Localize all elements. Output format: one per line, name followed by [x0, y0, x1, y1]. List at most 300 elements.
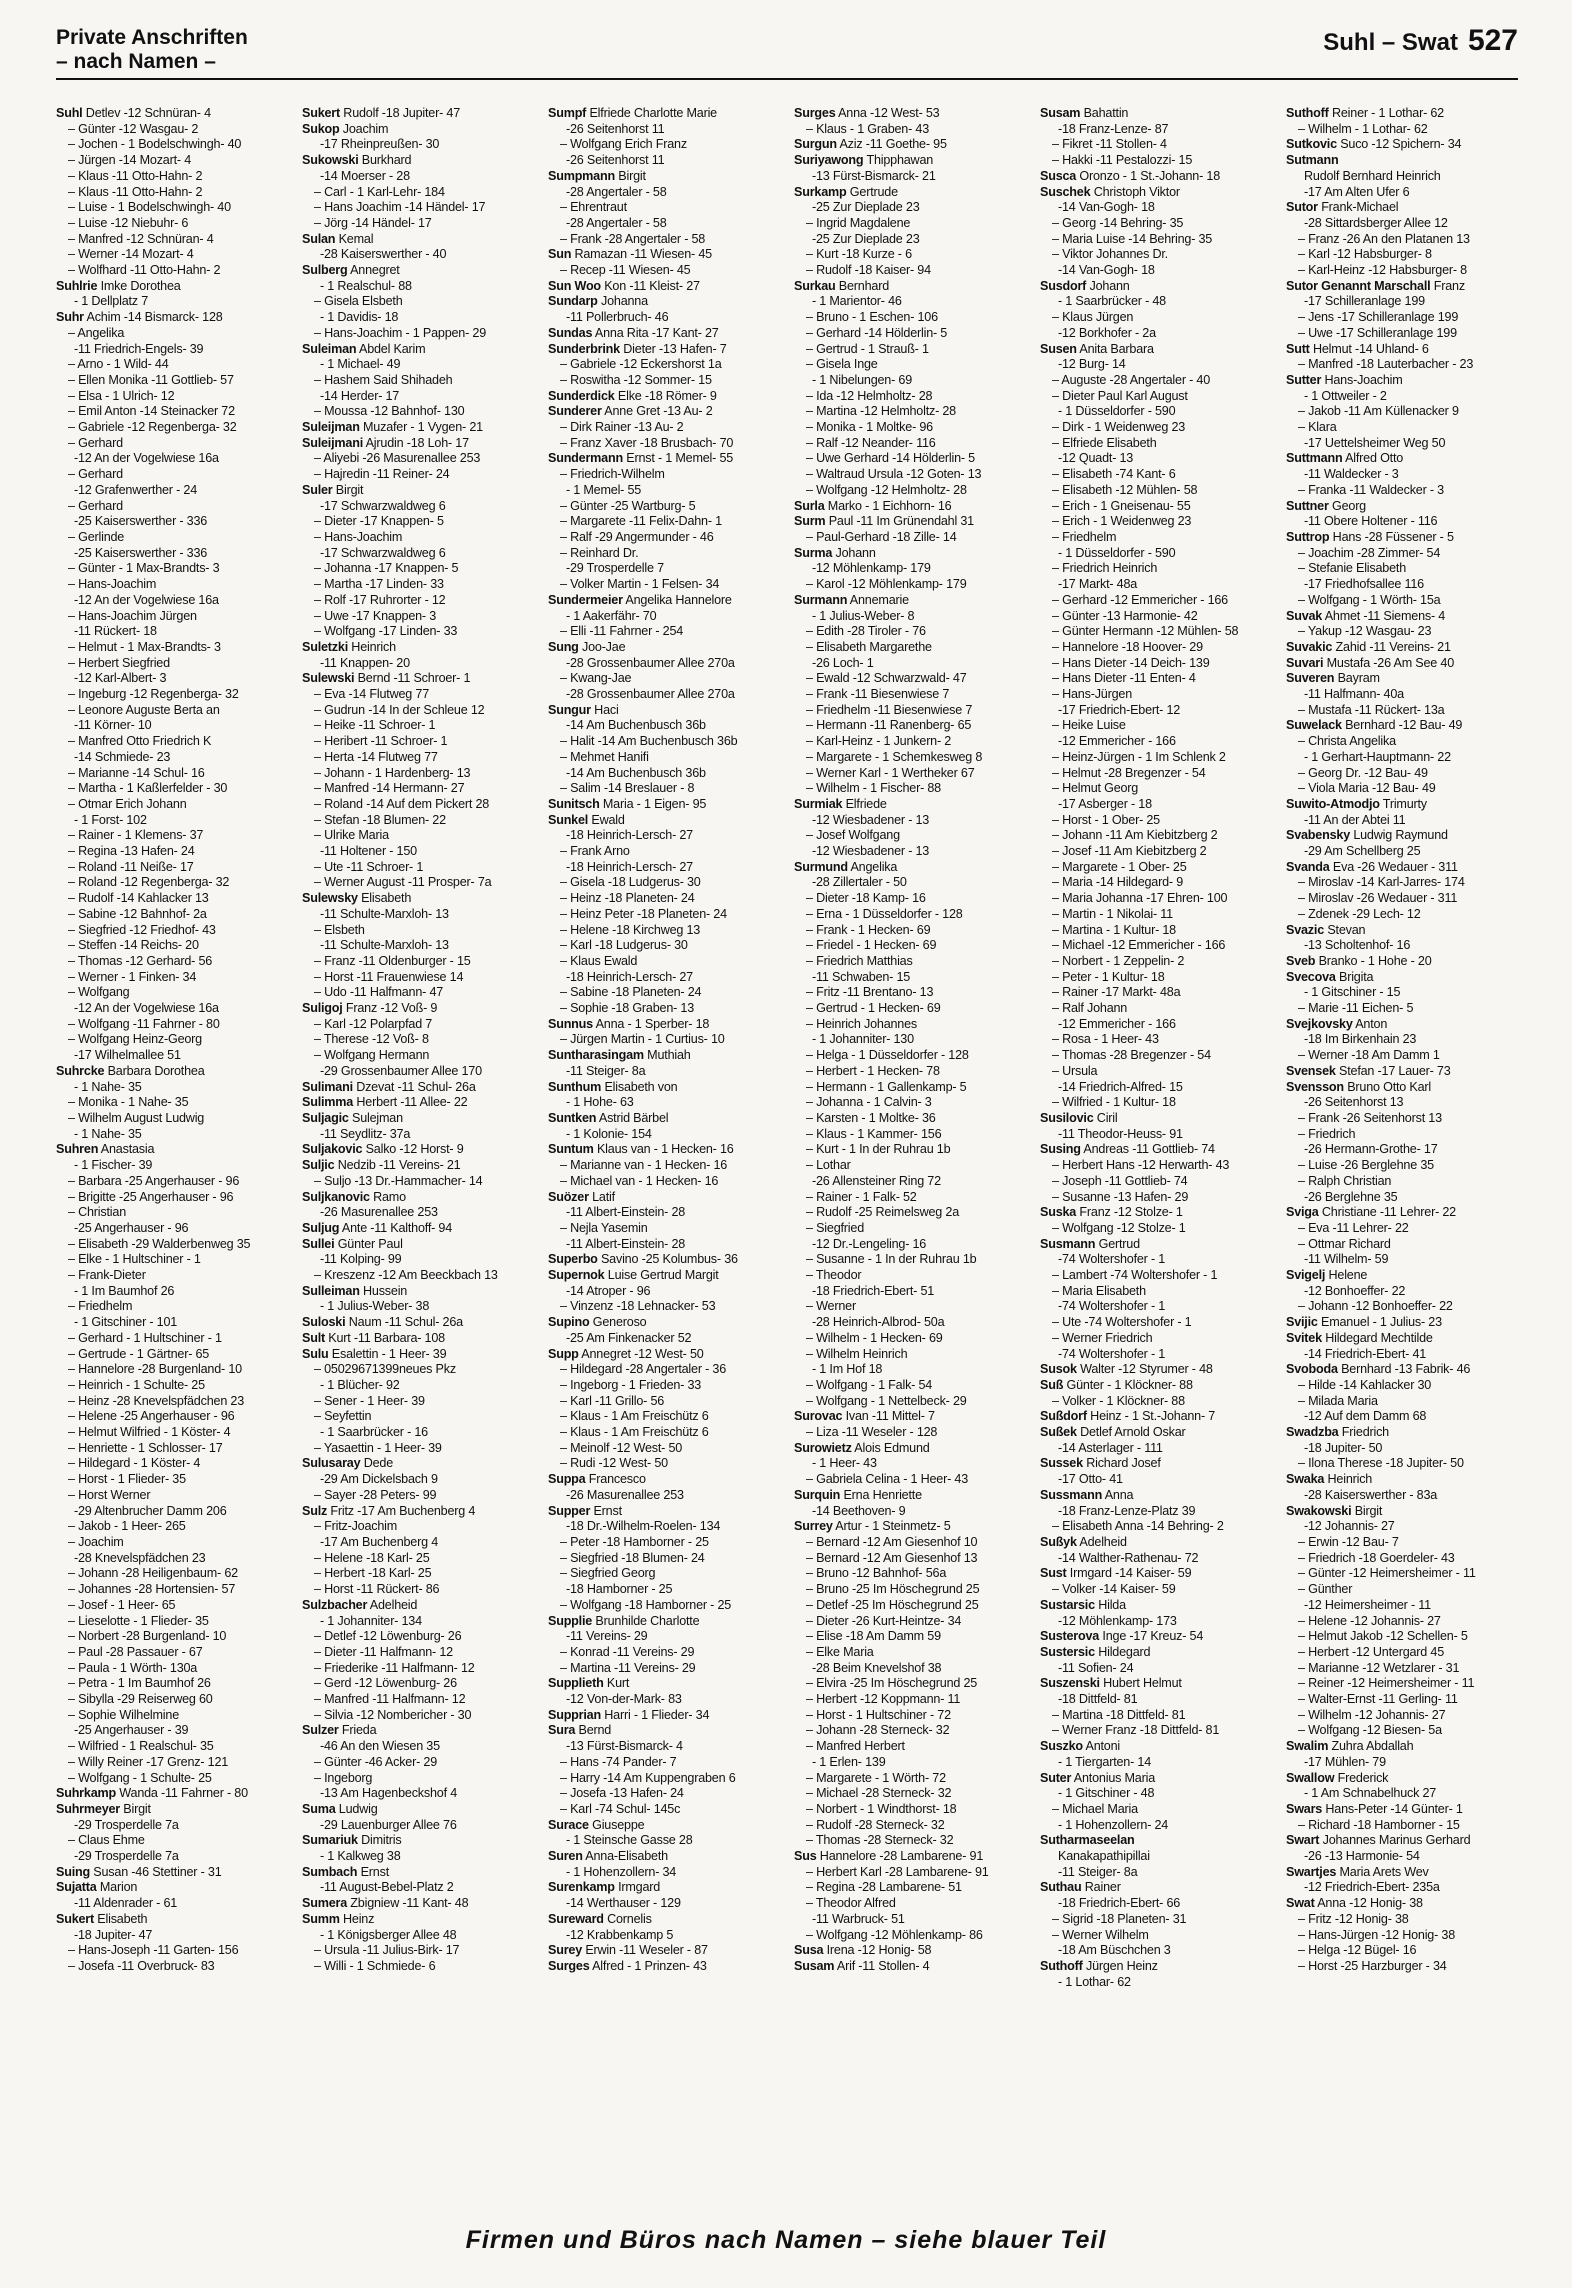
listing-entry-surname: Sulewsky Elisabeth	[302, 891, 412, 906]
surname: Sussek	[1040, 1456, 1083, 1471]
listing-entry: -14 Asterlager - 111	[1058, 1440, 1163, 1455]
listing-entry: – Gabriela Celina - 1 Heer- 43	[806, 1472, 968, 1487]
listing-entry: – Brigitte -25 Angerhauser - 96	[68, 1189, 234, 1204]
listing-entry: – Günter - 1 Max-Brandts- 3	[68, 561, 220, 576]
listing-entry: -14 Am Buchenbusch 36b	[566, 765, 706, 780]
listing-entry-surname: Suljkanovic Ramo	[302, 1189, 406, 1204]
listing-entry: – Emil Anton -14 Steinacker 72	[68, 404, 235, 419]
listing-entry: – Klaus - 1 Am Freischütz 6	[560, 1425, 709, 1440]
listing-entry: -26 Berglehne 35	[1304, 1189, 1398, 1204]
surname: Svigelj	[1286, 1268, 1326, 1283]
surname: Svanda	[1286, 859, 1330, 874]
surname: Surmund	[794, 859, 848, 874]
listing-entry: – Martina -18 Dittfeld- 81	[1052, 1707, 1186, 1722]
surname: Suloski	[302, 1315, 346, 1330]
listing-entry-surname: Suthoff Jürgen Heinz	[1040, 1958, 1158, 1973]
surname: Suren	[548, 1849, 583, 1864]
listing-entry-surname: Sult Kurt -11 Barbara- 108	[302, 1330, 445, 1345]
listing-entry: -29 Grossenbaumer Allee 170	[320, 1063, 482, 1078]
listing-entry: -18 Friedrich-Ebert- 66	[1058, 1896, 1181, 1911]
surname: Svecova	[1286, 969, 1336, 984]
listing-entry: – Josefa -11 Overbruck- 83	[68, 1958, 215, 1973]
listing-entry: – Hans-Joachim	[314, 529, 403, 544]
listing-entry: – Elke - 1 Hultschiner - 1	[68, 1252, 201, 1267]
listing-entry: -11 Schulte-Marxloh- 13	[320, 938, 449, 953]
surname: Swalim	[1286, 1739, 1329, 1754]
surname: Sulu	[302, 1346, 329, 1361]
listing-entry: – Ilona Therese -18 Jupiter- 50	[1298, 1456, 1464, 1471]
listing-entry-surname: Sung Joo-Jae	[548, 639, 626, 654]
listing-entry: -29 Trosperdelle 7a	[74, 1849, 179, 1864]
listing-entry: -11 Vereins- 29	[566, 1629, 648, 1644]
listing-entry: -25 Kaiserswerther - 336	[74, 514, 208, 529]
listing-entry: – Gertrude - 1 Gärtner- 65	[68, 1346, 210, 1361]
listing-entry-surname: Sukert Elisabeth	[56, 1911, 148, 1926]
listing-entry: - 1 Michael- 49	[320, 357, 401, 372]
listing-entry: - 1 Julius-Weber- 8	[812, 608, 915, 623]
listing-entry: – Hans-Joseph -11 Garten- 156	[68, 1943, 239, 1958]
surname: Susok	[1040, 1362, 1077, 1377]
listing-entry: – Helmut Georg	[1052, 781, 1139, 796]
listing-entry: – Gerlinde	[68, 529, 125, 544]
listing-entry: - 1 Realschul- 88	[320, 278, 412, 293]
listing-entry: – Erwin -12 Bau- 7	[1298, 1534, 1399, 1549]
surname: Sutkovic	[1286, 137, 1337, 152]
listing-entry: – Zdenek -29 Lech- 12	[1298, 906, 1421, 921]
surname: Suma	[302, 1801, 336, 1816]
surname: Sust	[1040, 1566, 1067, 1581]
listing-entry-surname: Sundarp Johanna	[548, 294, 648, 309]
surname: Sundermann	[548, 451, 623, 466]
listing-entry-surname: Sukop Joachim	[302, 121, 389, 136]
listing-entry: – Fritz-Joachim	[314, 1519, 398, 1534]
surname: Sundermeier	[548, 592, 623, 607]
listing-entry: -12 An der Vogelwiese 16a	[74, 1001, 219, 1016]
listing-entry: – Herbert -12 Koppmann- 11	[806, 1692, 961, 1707]
listing-entry: – Angelika	[68, 325, 125, 340]
listing-entry-surname: Surmann Annemarie	[794, 592, 909, 607]
listing-entry-surname: Sustersic Hildegard	[1040, 1644, 1151, 1659]
listing-entry: – Hans -74 Pander- 7	[560, 1754, 677, 1769]
listing-entry: - 1 Blücher- 92	[320, 1377, 400, 1392]
listing-entry-surname: Sura Bernd	[548, 1723, 612, 1738]
listing-entry: -14 Van-Gogh- 18	[1058, 263, 1155, 278]
listing-entry: - 1 Am Schnabelhuck 27	[1304, 1786, 1437, 1801]
listing-entry-surname: Sumpf Elfriede Charlotte Marie	[548, 106, 717, 120]
listing-entry: – Sophie -18 Graben- 13	[560, 1001, 695, 1016]
listing-entry-surname: Sulewski Bernd -11 Schroer- 1	[302, 671, 471, 686]
listing-entry-surname: Sundermeier Angelika Hannelore	[548, 592, 732, 607]
listing-entry: - 1 Hohenzollern- 34	[566, 1864, 677, 1879]
listing-entry: – Helmut Jakob -12 Schellen- 5	[1298, 1629, 1468, 1644]
listing-entry: -14 Beethoven- 9	[812, 1503, 906, 1518]
surname: Suleijmani	[302, 435, 363, 450]
listing-entry: – Mustafa -11 Rückert- 13a	[1298, 702, 1445, 717]
listing-entry: – Gisela -18 Ludgerus- 30	[560, 875, 701, 890]
listing-entry: -12 Von-der-Mark- 83	[566, 1692, 682, 1707]
listing-entry-surname: Sulusaray Dede	[302, 1456, 394, 1471]
listing-entry: – Ottmar Richard	[1298, 1236, 1391, 1251]
listing-entry: – Sabine -18 Planeten- 24	[560, 985, 702, 1000]
listing-entry: – Helmut -28 Bregenzer - 54	[1052, 765, 1206, 780]
listing-entry: – Manfred Otto Friedrich K	[68, 734, 212, 749]
surname: Sumbach	[302, 1864, 358, 1879]
listing-entry: – Wolfgang	[68, 985, 130, 1000]
listing-entry: -12 Bonhoeffer- 22	[1304, 1283, 1406, 1298]
listing-entry: -18 Franz-Lenze- 87	[1058, 121, 1169, 136]
surname: Surges	[548, 1958, 590, 1973]
listing-entry-surname: Suter Antonius Maria	[1040, 1770, 1156, 1785]
listing-entry: – Mehmet Hanifi	[560, 749, 649, 764]
surname: Swadzba	[1286, 1425, 1339, 1440]
listing-entry: – Elisabeth -74 Kant- 6	[1052, 467, 1176, 482]
listing-column-3	[548, 106, 780, 2206]
listing-entry: – Martha -17 Linden- 33	[314, 577, 444, 592]
listing-entry-surname: Sviga Christiane -11 Lehrer- 22	[1286, 1205, 1456, 1220]
listing-entry: – Jürgen Martin - 1 Curtius- 10	[560, 1032, 725, 1047]
listing-entry-surname: Suleijman Muzafer - 1 Vygen- 21	[302, 420, 483, 435]
listing-entry: – Hans-Jürgen	[1052, 687, 1133, 702]
listing-entry-surname: Suljagic Sulejman	[302, 1111, 403, 1125]
listing-entry: – Friedhelm	[68, 1299, 133, 1314]
listing-entry: – Heike -11 Schroer- 1	[314, 718, 436, 733]
listing-entry: – Elke Maria	[806, 1644, 874, 1659]
listing-entry-surname: Surquin Erna Henriette	[794, 1487, 922, 1502]
listing-entry-surname: Surenkamp Irmgard	[548, 1880, 661, 1895]
listing-entry-surname: Surovac Ivan -11 Mittel- 7	[794, 1409, 935, 1424]
listing-entry: – Hakki -11 Pestalozzi- 15	[1052, 153, 1193, 168]
listing-entry: – Helene -12 Johannis- 27	[1298, 1613, 1441, 1628]
listing-entry: – Viktor Johannes Dr.	[1052, 247, 1168, 262]
listing-entry-surname: Susdorf Johann	[1040, 278, 1130, 293]
listing-entry: - 1 Fischer- 39	[74, 1158, 153, 1173]
listing-entry: -46 An den Wiesen 35	[320, 1739, 440, 1754]
surname: Swart	[1286, 1833, 1320, 1848]
surname: Sviga	[1286, 1205, 1319, 1220]
listing-entry: – Willy Reiner -17 Grenz- 121	[68, 1754, 229, 1769]
surname: Surgun	[794, 137, 837, 152]
surname: Surovac	[794, 1409, 843, 1424]
surname: Susca	[1040, 168, 1077, 183]
listing-entry: -12 Karl-Albert- 3	[74, 671, 167, 686]
surname: Suhrkamp	[56, 1786, 116, 1801]
surname: Svabensky	[1286, 828, 1351, 843]
listing-entry: -29 Am Dickelsbach 9	[320, 1472, 438, 1487]
surname: Sulewsky	[302, 891, 358, 906]
listing-entry: – Suljo -13 Dr.-Hammacher- 14	[314, 1173, 483, 1188]
listing-entry: - 1 Steinsche Gasse 28	[566, 1833, 693, 1848]
surname: Suwito-Atmodjo	[1286, 796, 1380, 811]
surname: Sußdorf	[1040, 1409, 1087, 1424]
surname: Susa	[794, 1943, 824, 1958]
listing-entry: -28 Grossenbaumer Allee 270a	[566, 655, 735, 670]
listing-entry: – Helga -12 Bügel- 16	[1298, 1943, 1417, 1958]
listing-entry: – Martin - 1 Nikolai- 11	[1052, 906, 1173, 921]
listing-entry-surname: Suthau Rainer	[1040, 1880, 1121, 1895]
listing-entry: – Dieter Paul Karl August	[1052, 388, 1188, 403]
listing-entry-surname: Suwito-Atmodjo Trimurty	[1286, 796, 1427, 811]
surname: Surmiak	[794, 796, 843, 811]
listing-entry-surname: Sulzer Frieda	[302, 1723, 377, 1738]
listing-entry: – Margarete -11 Felix-Dahn- 1	[560, 514, 722, 529]
listing-entry: -17 Am Alten Ufer 6	[1304, 184, 1410, 199]
surname: Suhl	[56, 106, 83, 120]
listing-entry: – Helga - 1 Düsseldorfer - 128	[806, 1048, 969, 1063]
listing-entry-surname: Sutter Hans-Joachim	[1286, 372, 1403, 387]
surname: Sulewski	[302, 671, 355, 686]
surname: Sukowski	[302, 153, 359, 168]
listing-entry-surname: Surrey Artur - 1 Steinmetz- 5	[794, 1519, 951, 1534]
listing-entry: – Jakob - 1 Heer- 265	[68, 1519, 186, 1534]
listing-entry: – Milada Maria	[1298, 1393, 1378, 1408]
listing-entry: – Klaus - 1 Kammer- 156	[806, 1126, 942, 1141]
listing-entry: – Günter -25 Wartburg- 5	[560, 498, 696, 513]
listing-entry: – Theodor	[806, 1268, 862, 1283]
surname: Sunitsch	[548, 796, 600, 811]
page-range-header	[1323, 24, 1518, 58]
listing-entry: -12 Burg- 14	[1058, 357, 1126, 372]
listing-entry: -17 Schwarzwaldweg 6	[320, 498, 446, 513]
listing-entry: - 1 Heer- 43	[812, 1456, 877, 1471]
listing-entry: – Luise -12 Niebuhr- 6	[68, 215, 189, 230]
listing-entry-surname: Sumariuk Dimitris	[302, 1833, 402, 1848]
listing-entry: – Wilhelm - 1 Lothar- 62	[1298, 121, 1428, 136]
listing-entry: -13 Am Hagenbeckshof 4	[320, 1786, 458, 1801]
listing-entry: -17 Otto- 41	[1058, 1472, 1123, 1487]
listing-entry: – Heinrich - 1 Schulte- 25	[68, 1377, 205, 1392]
surname: Surey	[548, 1943, 583, 1958]
listing-entry: – Werner	[806, 1299, 856, 1314]
listing-entry: – Ingrid Magdalene	[806, 215, 911, 230]
listing-entry: -25 Angerhauser - 96	[74, 1220, 189, 1235]
listing-entry: -12 An der Vogelwiese 16a	[74, 592, 219, 607]
listing-entry: – Karsten - 1 Moltke- 36	[806, 1111, 936, 1125]
listing-entry: – Detlef -25 Im Höschegrund 25	[806, 1597, 979, 1612]
listing-entry: – Wilhelm - 1 Fischer- 88	[806, 781, 941, 796]
listing-entry: – Eva -11 Lehrer- 22	[1298, 1220, 1409, 1235]
listing-entry: -14 Moerser - 28	[320, 168, 410, 183]
listing-column-1	[56, 106, 288, 2206]
listing-entry: – Siegfried Georg	[560, 1566, 656, 1581]
listing-entry: -28 Beim Knevelshof 38	[812, 1660, 942, 1675]
listing-entry: – Kurt -18 Kurze - 6	[806, 247, 912, 262]
listing-entry-surname: Supplie Brunhilde Charlotte	[548, 1613, 700, 1628]
listing-entry: – Monika - 1 Nahe- 35	[68, 1095, 189, 1110]
surname: Suß	[1040, 1377, 1064, 1392]
listing-entry: – Martina -11 Vereins- 29	[560, 1660, 696, 1675]
listing-entry: – Manfred -12 Schnüran- 4	[68, 231, 214, 246]
listing-entry: -29 Am Schellberg 25	[1304, 844, 1421, 859]
listing-entry: -25 Angerhauser - 39	[74, 1723, 189, 1738]
listing-entry: – Margarete - 1 Schemkesweg 8	[806, 749, 983, 764]
listing-entry: -18 Am Büschchen 3	[1058, 1943, 1171, 1958]
listing-entry-surname: Sußek Detlef Arnold Oskar	[1040, 1425, 1186, 1440]
listing-entry-surname: Surges Anna -12 West- 53	[794, 106, 940, 120]
listing-entry: – Horst -25 Harzburger - 34	[1298, 1958, 1447, 1973]
footer-note: Firmen und Büros nach Namen – siehe blauer Teil	[465, 2226, 1107, 2254]
surname: Suwelack	[1286, 718, 1342, 733]
listing-entry-surname: Surma Johann	[794, 545, 876, 560]
listing-entry-surname: Sußyk Adelheid	[1040, 1534, 1127, 1549]
listing-entry: -25 Am Finkenacker 52	[566, 1330, 692, 1345]
listing-entry: -26 -13 Harmonie- 54	[1304, 1849, 1420, 1864]
surname: Suttrop	[1286, 529, 1330, 544]
listing-entry: – Werner Karl - 1 Wertheker 67	[806, 765, 975, 780]
listing-entry: – Uwe -17 Knappen- 3	[314, 608, 437, 623]
surname: Sukert	[302, 106, 340, 120]
surname: Sullei	[302, 1236, 335, 1251]
listing-entry: – Walter-Ernst -11 Gerling- 11	[1298, 1692, 1458, 1707]
listing-entry: – Hilde -14 Kahlacker 30	[1298, 1377, 1432, 1392]
surname: Suletzki	[302, 639, 348, 654]
listing-entry: -17 Mühlen- 79	[1304, 1754, 1386, 1769]
listing-entry: – Johannes -28 Hortensien- 57	[68, 1582, 236, 1597]
listing-entry-surname: Suleiman Abdel Karim	[302, 341, 426, 356]
listing-entry: – Miroslav -14 Karl-Jarres- 174	[1298, 875, 1465, 890]
listing-entry: – Carl - 1 Karl-Lehr- 184	[314, 184, 445, 199]
listing-entry: – Petra - 1 Im Baumhof 26	[68, 1676, 211, 1691]
listing-entry: – Wolfhard -11 Otto-Hahn- 2	[68, 263, 221, 278]
listing-entry: – Peter -18 Hamborner - 25	[560, 1534, 709, 1549]
listing-entry: – Stefan -18 Blumen- 22	[314, 812, 446, 827]
listing-entry: – Norbert - 1 Zeppelin- 2	[1052, 953, 1185, 968]
listing-entry-surname: Swalim Zuhra Abdallah	[1286, 1739, 1414, 1754]
surname: Sukop	[302, 121, 340, 136]
listing-entry: – Wolfgang -11 Fahrner - 80	[68, 1016, 220, 1031]
listing-entry-surname: Surla Marko - 1 Eichhorn- 16	[794, 498, 952, 513]
listing-entry: – Nejla Yasemin	[560, 1220, 648, 1235]
listing-entry: – Karl-Heinz - 1 Junkern- 2	[806, 734, 952, 749]
listing-entry: -11 Warbruck- 51	[812, 1911, 905, 1926]
listing-entry: - 1 Gitschiner - 101	[74, 1315, 178, 1330]
listing-entry: – Frank -28 Angertaler - 58	[560, 231, 706, 246]
listing-entry: – Joachim	[68, 1534, 124, 1549]
listing-entry: - 1 Tiergarten- 14	[1058, 1754, 1151, 1769]
surname: Suljagic	[302, 1111, 349, 1125]
listing-entry: -12 An der Vogelwiese 16a	[74, 451, 219, 466]
surname: Supprian	[548, 1707, 601, 1722]
surname: Suleiman	[302, 341, 357, 356]
listing-entry: - 1 Kolonie- 154	[566, 1126, 652, 1141]
listing-entry: – Rainer -17 Markt- 48a	[1052, 985, 1181, 1000]
surname: Sulusaray	[302, 1456, 361, 1471]
listing-entry: – Miroslav -26 Wedauer - 311	[1298, 891, 1458, 906]
listing-entry-surname: Suppa Francesco	[548, 1472, 646, 1487]
listing-entry: – Gerhard	[68, 498, 123, 513]
listing-entry: – 05029671399neues Pkz	[314, 1362, 456, 1377]
listing-entry-surname: Suözer Latif	[548, 1189, 615, 1204]
surname: Susam	[1040, 106, 1081, 120]
listing-entry: – Henriette - 1 Schlosser- 17	[68, 1440, 223, 1455]
surname: Suntharasingam	[548, 1048, 644, 1063]
listing-entry: – Recep -11 Wiesen- 45	[560, 263, 691, 278]
listing-entry-surname: Suszenski Hubert Helmut	[1040, 1676, 1182, 1691]
listing-entry: – Paul -28 Passauer - 67	[68, 1644, 203, 1659]
listing-entry: -18 Friedrich-Ebert- 51	[812, 1283, 935, 1298]
listing-entry: – Johann -28 Sterneck- 32	[806, 1723, 950, 1738]
surname: Suriyawong	[794, 153, 864, 168]
listing-entry: – Meinolf -12 West- 50	[560, 1440, 683, 1455]
listing-entry: -11 Aldenrader - 61	[74, 1896, 178, 1911]
surname: Sulimani	[302, 1079, 353, 1094]
surname: Supplieth	[548, 1676, 604, 1691]
listing-entry: – Barbara -25 Angerhauser - 96	[68, 1173, 240, 1188]
listing-entry: – Wolfgang -12 Stolze- 1	[1052, 1220, 1186, 1235]
listing-entry: – Martha - 1 Kaßlerfelder - 30	[68, 781, 228, 796]
surname: Sun Woo	[548, 278, 601, 293]
listing-entry: – Günter -46 Acker- 29	[314, 1754, 438, 1769]
surname: Sung	[548, 639, 579, 654]
listing-entry: – Volker - 1 Klöckner- 88	[1052, 1393, 1185, 1408]
surname: Suszko	[1040, 1739, 1083, 1754]
listing-entry: – Frank -11 Biesenwiese 7	[806, 687, 950, 702]
listing-entry: – Bruno - 1 Eschen- 106	[806, 310, 938, 325]
listing-entry: - 1 Johanniter- 134	[320, 1613, 422, 1628]
listing-entry: - 1 Forst- 102	[74, 812, 147, 827]
listing-entry: – Manfred Herbert	[806, 1739, 905, 1754]
listing-entry: - 1 Davidis- 18	[320, 310, 399, 325]
surname: Surmann	[794, 592, 848, 607]
surname: Sundarp	[548, 294, 598, 309]
listing-entry-surname: Suhrkamp Wanda -11 Fahrner - 80	[56, 1786, 248, 1801]
listing-entry: – Elisabeth -29 Walderbenweg 35	[68, 1236, 251, 1251]
listing-entry-surname: Sun Woo Kon -11 Kleist- 27	[548, 278, 700, 293]
surname: Sus	[794, 1849, 817, 1864]
listing-entry: -26 Seitenhorst 11	[566, 153, 665, 168]
listing-entry: – Elisabeth -12 Mühlen- 58	[1052, 482, 1198, 497]
listing-entry-surname: Sus Hannelore -28 Lambarene- 91	[794, 1849, 984, 1864]
listing-entry-surname: Swars Hans-Peter -14 Günter- 1	[1286, 1801, 1463, 1816]
listing-entry: -18 Dittfeld- 81	[1058, 1692, 1138, 1707]
listing-entry-surname: Svigelj Helene	[1286, 1268, 1368, 1283]
listing-entry-surname: Svanda Eva -26 Wedauer - 311	[1286, 859, 1458, 874]
listing-entry: -11 Waldecker - 3	[1304, 467, 1399, 482]
listing-entry: – Hermann -11 Ranenberg- 65	[806, 718, 972, 733]
listing-entry-surname: Sulimani Dzevat -11 Schul- 26a	[302, 1079, 476, 1094]
listing-entry: – Erich - 1 Weidenweg 23	[1052, 514, 1192, 529]
listing-entry: -12 Möhlenkamp- 173	[1058, 1613, 1177, 1628]
surname: Swakowski	[1286, 1503, 1352, 1518]
listing-entry-surname: Svensson Bruno Otto Karl	[1286, 1079, 1432, 1094]
listing-entry: -28 Angertaler - 58	[566, 184, 667, 199]
listing-entry-surname: Suvakic Zahid -11 Vereins- 21	[1286, 639, 1451, 654]
listing-entry: – Klaus - 1 Graben- 43	[806, 121, 930, 136]
listing-entry: – Roland -14 Auf dem Pickert 28	[314, 796, 490, 811]
listing-entry: – Marianne -12 Wetzlarer - 31	[1298, 1660, 1460, 1675]
surname: Suhrcke	[56, 1063, 105, 1078]
listing-entry: – Ingeborg	[314, 1770, 373, 1785]
listing-entry-surname: Suleijmani Ajrudin -18 Loh- 17	[302, 435, 469, 450]
name-range: Suhl – Swat	[1323, 29, 1458, 56]
listing-entry: – Kreszenz -12 Am Beeckbach 13	[314, 1268, 498, 1283]
listing-entry: – Werner Friedrich	[1052, 1330, 1153, 1345]
listing-entry-surname: Sulleiman Hussein	[302, 1283, 408, 1298]
listing-entry: – Fritz -11 Brentano- 13	[806, 985, 934, 1000]
listing-entry-surname: Sveb Branko - 1 Hohe - 20	[1286, 953, 1432, 968]
listing-entry: – Horst Werner	[68, 1487, 151, 1502]
listing-entry: – Maria Johanna -17 Ehren- 100	[1052, 891, 1228, 906]
surname: Surowietz	[794, 1440, 852, 1455]
listing-entry-surname: Susam Bahattin	[1040, 106, 1129, 120]
listing-entry: – Uwe -17 Schilleranlage 199	[1298, 325, 1457, 340]
listing-entry: – Elsa - 1 Ulrich- 12	[68, 388, 175, 403]
listing-entry: – Claus Ehme	[68, 1833, 145, 1848]
surname: Suntken	[548, 1111, 597, 1125]
listing-entry: - 1 Julius-Weber- 38	[320, 1299, 430, 1314]
listing-entry: – Yakup -12 Wasgau- 23	[1298, 624, 1432, 639]
listing-entry: -26 Masurenallee 253	[320, 1205, 438, 1220]
listing-entry: – Elisabeth Anna -14 Behring- 2	[1052, 1519, 1224, 1534]
